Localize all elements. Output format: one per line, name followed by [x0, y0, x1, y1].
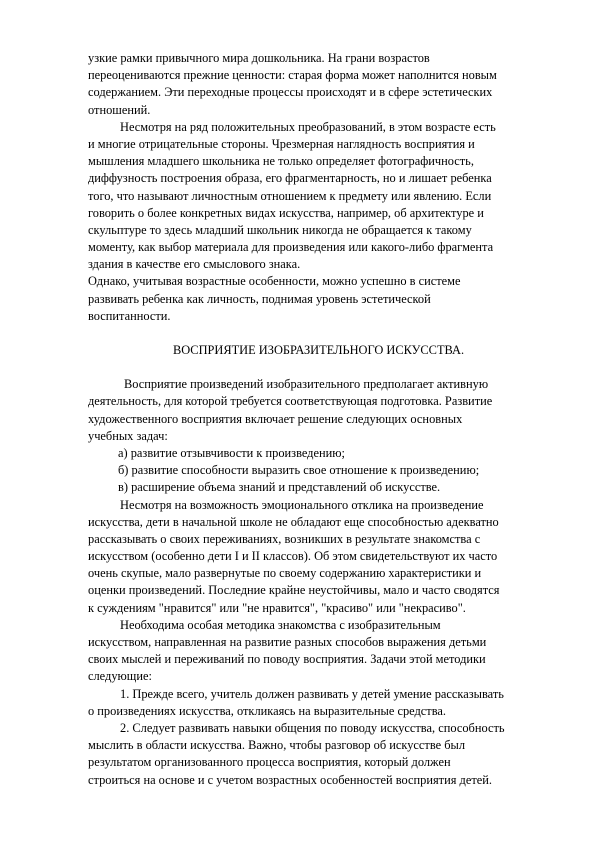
- text-line: мышления младшего школьника не только определяет фотографичность,: [88, 154, 474, 169]
- text-line: Однако, учитывая возрастные особенности, можно успешно в системе: [88, 274, 461, 289]
- text-line: очень скупые, мало развернутые по своему содержанию характеристики и: [88, 566, 482, 581]
- text-line: развивать ребенка как личность, поднимая уровень эстетической: [88, 291, 431, 306]
- list-item: а) развитие отзывчивости к произведению;: [118, 445, 345, 460]
- text-line: результатом организованного процесса восприятия, который должен: [88, 755, 451, 770]
- text-line: Необходима особая методика знакомства с изобразительным: [120, 617, 441, 632]
- list-item: б) развитие способности выразить свое отношение к произведению;: [118, 463, 480, 478]
- text-line: художественного восприятия включает решение следующих основных: [88, 411, 463, 426]
- text-line: и многие отрицательные стороны. Чрезмерная наглядность восприятия и: [88, 136, 475, 151]
- paragraph-perception: [88, 376, 543, 445]
- text-line: о произведениях искусства, откликаясь на выразительные средства.: [88, 703, 446, 718]
- section-heading: ВОСПРИЯТИЕ ИЗОБРАЗИТЕЛЬНОГО ИСКУССТВА.: [172, 343, 465, 357]
- text-line: искусства, дети в начальной школе не обладают еще способностью адекватно: [88, 514, 499, 529]
- text-line: Несмотря на ряд положительных преобразований, в этом возрасте есть: [120, 119, 496, 134]
- task-list: [88, 445, 543, 497]
- text-line: искусством (особенно дети I и II классов). Об этом свидетельствуют их часто: [88, 549, 498, 564]
- text-line: искусством, направленная на развитие разных способов выражения детьми: [88, 635, 487, 649]
- text-line: Несмотря на возможность эмоционального отклика на произведение: [120, 497, 484, 512]
- text-line: оценки произведений. Последние крайне неустойчивы, мало и часто сводятся: [88, 583, 500, 598]
- spacer: [88, 325, 543, 342]
- text-line: скульптуре то здесь младший школьник никогда не обращается к такому: [88, 222, 472, 237]
- text-line: переоцениваются прежние ценности: старая форма может наполнится новым: [88, 68, 497, 83]
- document-body: [88, 50, 543, 789]
- paragraph-negative-sides: [88, 119, 543, 325]
- text-line: к суждениям "нравится" или "не нравится", "красиво" или "некрасиво".: [88, 600, 466, 615]
- text-line: следующие:: [88, 669, 152, 684]
- text-line: учебных задач:: [88, 428, 168, 443]
- text-line: воспитанности.: [88, 308, 171, 323]
- text-line: диффузность построения образа, его фрагментарность, но и лишает ребенка: [88, 171, 492, 186]
- paragraph-emotional-response: [88, 497, 543, 617]
- text-line: содержанием. Эти переходные процессы происходят и в сфере эстетических: [88, 85, 493, 100]
- text-line: Восприятие произведений изобразительного предполагает активную: [124, 377, 489, 392]
- list-item: в) расширение объема знаний и представлений об искусстве.: [118, 480, 441, 495]
- text-line: 1. Прежде всего, учитель должен развивать у детей умение рассказывать: [120, 686, 504, 701]
- text-line: рассказывать о своих переживаниях, возникших в результате знакомства с: [88, 531, 481, 546]
- text-line: отношений.: [88, 102, 151, 117]
- text-line: деятельность, для которой требуется соответствующая подготовка. Развитие: [88, 394, 493, 409]
- text-line: 2. Следует развивать навыки общения по поводу искусства, способность: [120, 720, 505, 735]
- text-line: моменту, как выбор материала для произведения или какого-либо фрагмента: [88, 240, 494, 255]
- spacer: [88, 359, 543, 376]
- paragraph-task-1: [88, 686, 543, 720]
- paragraph-transition: [88, 50, 543, 119]
- paragraph-methodology: [88, 617, 543, 686]
- text-line: своих мыслей и переживаний по поводу восприятия. Задачи этой методики: [88, 652, 486, 667]
- text-line: говорить о более конкретных видах искусства, например, об архитектуре и: [88, 205, 484, 220]
- text-line: мыслить в области искусства. Важно, чтобы разговор об искусстве был: [88, 738, 466, 753]
- text-line: здания в качестве его смыслового знака.: [88, 257, 301, 272]
- text-line: строиться на основе и с учетом возрастных особенностей восприятия детей.: [88, 772, 492, 787]
- text-line: того, что называют личностным отношением к предмету или явлению. Если: [88, 188, 492, 203]
- text-line: узкие рамки привычного мира дошкольника. На грани возрастов: [88, 51, 430, 65]
- paragraph-task-2: [88, 720, 543, 789]
